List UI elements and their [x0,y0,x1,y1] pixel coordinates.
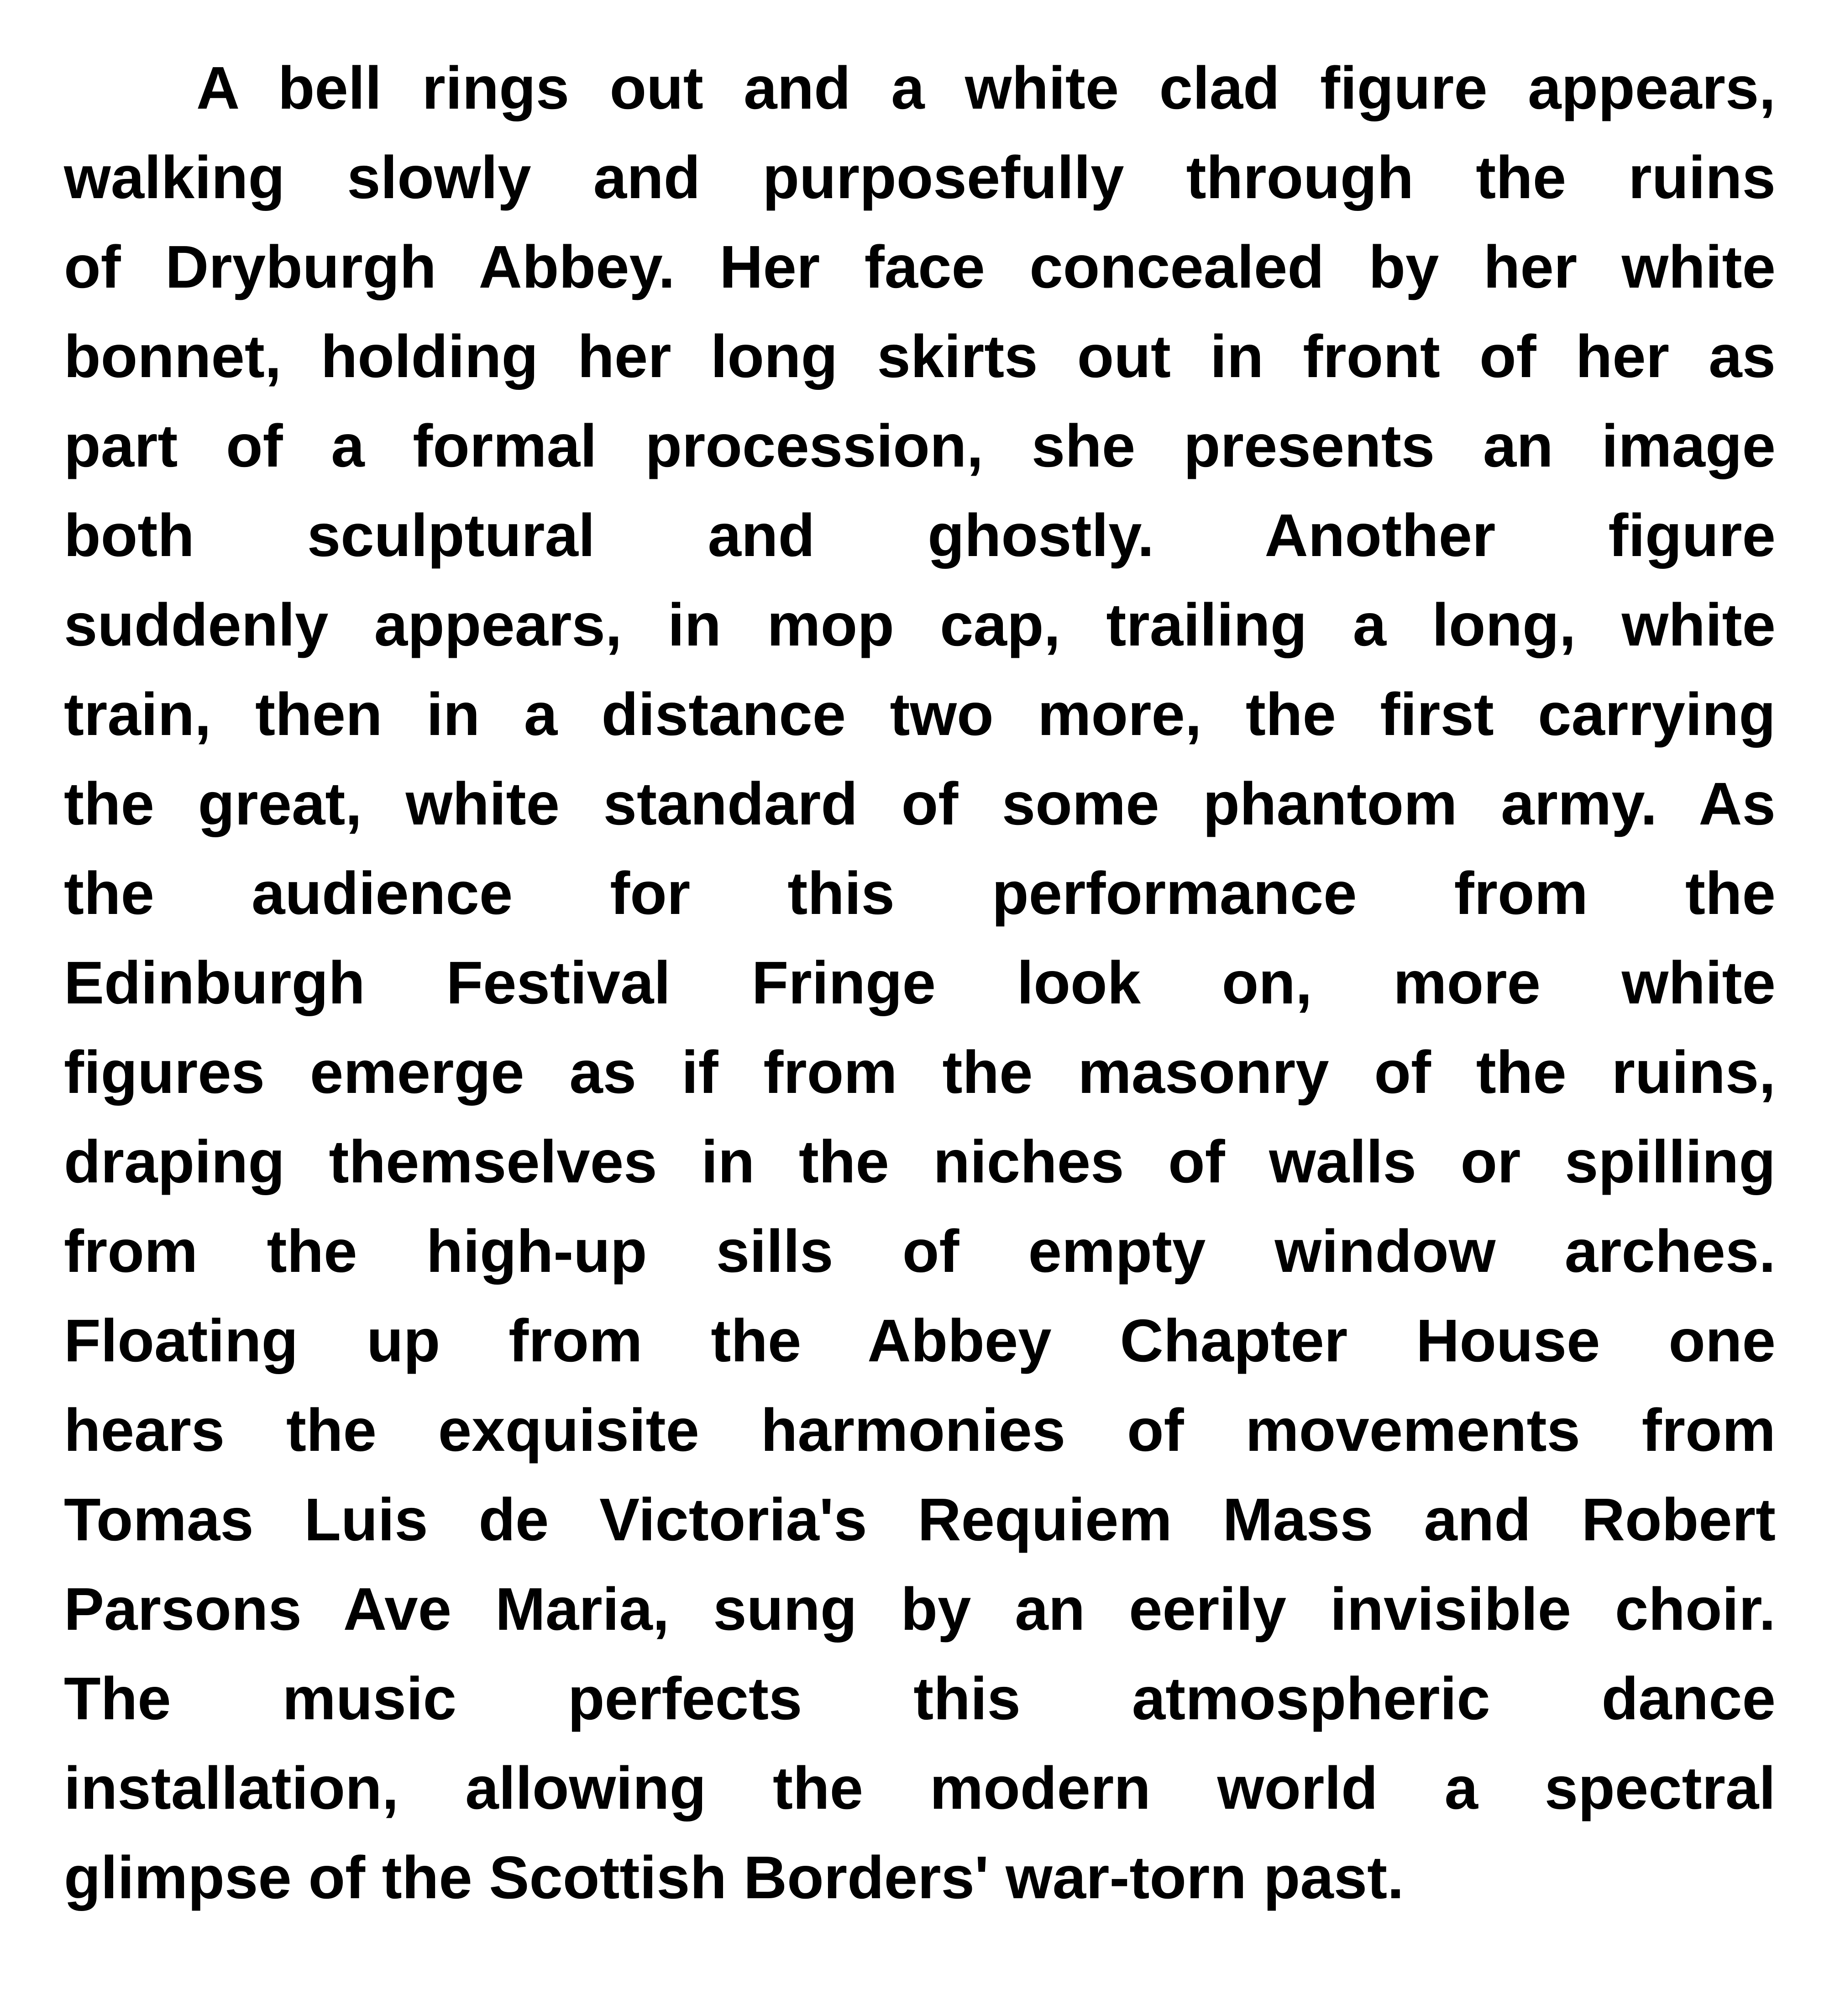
paragraph-line: part of a formal procession, she presents an image [64,412,1776,479]
paragraph-line: suddenly appears, in mop cap, trailing a long, white [64,591,1776,658]
paragraph-line: hears the exquisite harmonies of movements from [64,1396,1776,1464]
paragraph-line: train, then in a distance two more, the first carrying [64,681,1776,748]
paragraph-line: both sculptural and ghostly. Another figure [64,502,1776,569]
paragraph-line: from the high-up sills of empty window arches. [64,1218,1776,1285]
paragraph-line: Edinburgh Festival Fringe look on, more white [64,949,1776,1016]
paragraph-line: Floating up from the Abbey Chapter House one [64,1307,1776,1374]
paragraph-line: glimpse of the Scottish Borders' war-torn past. [64,1844,1404,1911]
body-paragraph [64,43,1776,1922]
paragraph-line: draping themselves in the niches of walls or spilling [64,1128,1776,1195]
paragraph-line: of Dryburgh Abbey. Her face concealed by her white [64,233,1776,300]
paragraph-line: the audience for this performance from the [64,860,1776,927]
paragraph-line: A bell rings out and a white clad figure appears, [196,54,1776,121]
paragraph-line: figures emerge as if from the masonry of the ruins, [64,1039,1776,1106]
paragraph-line: bonnet, holding her long skirts out in front of her as [64,323,1776,390]
paragraph-line: The music perfects this atmospheric dance [64,1665,1776,1732]
paragraph-line: the great, white standard of some phantom army. As [64,770,1776,837]
paragraph-line: Tomas Luis de Victoria's Requiem Mass and Robert [64,1486,1776,1553]
paragraph-line: Parsons Ave Maria, sung by an eerily invisible choir. [64,1575,1776,1643]
paragraph-line: installation, allowing the modern world a spectral [64,1754,1776,1822]
paragraph-line: walking slowly and purposefully through the ruins [64,144,1776,211]
